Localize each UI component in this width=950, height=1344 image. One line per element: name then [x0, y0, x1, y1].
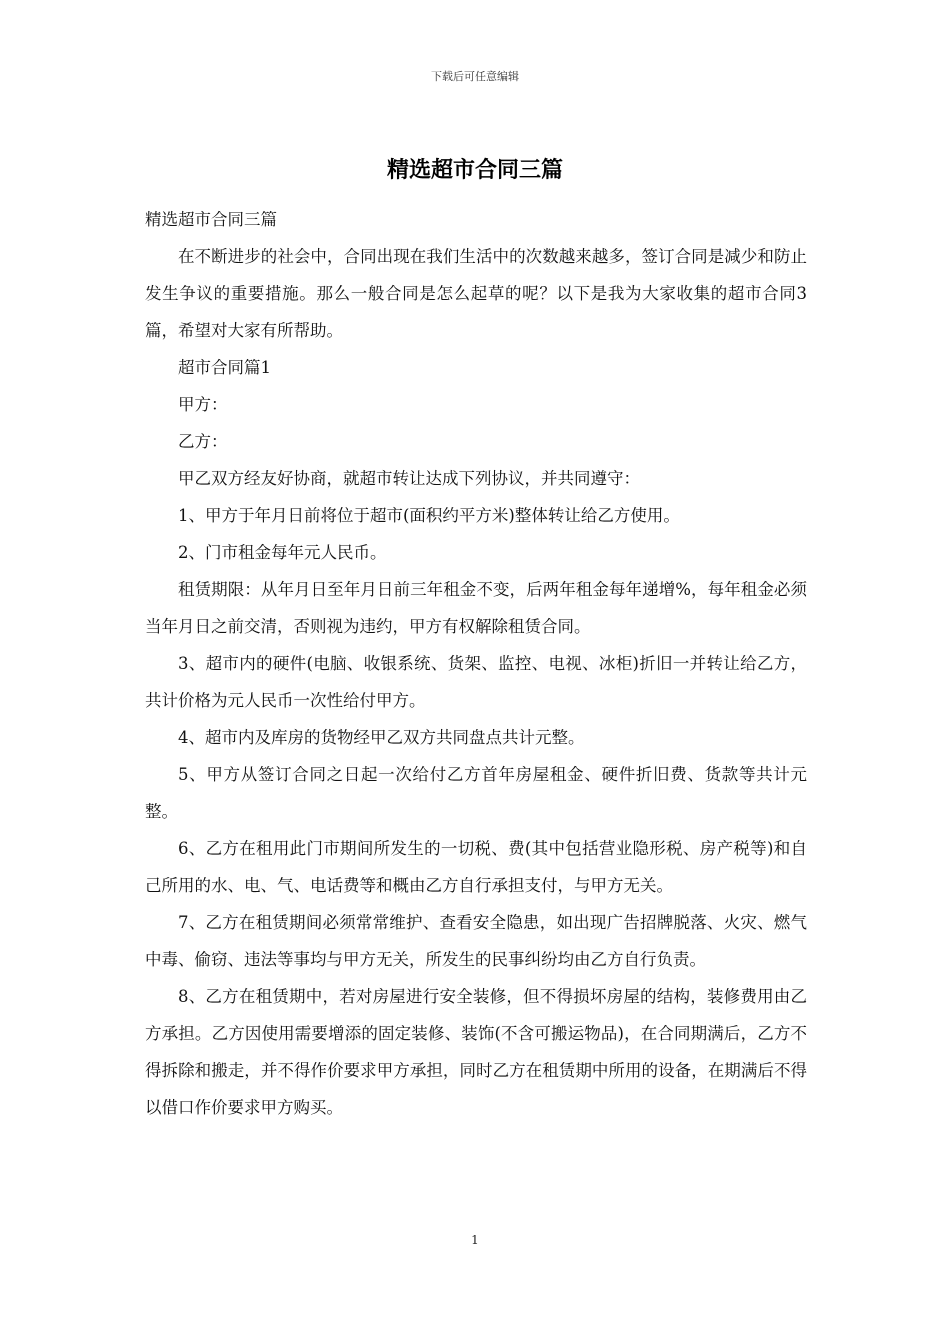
document-title: 精选超市合同三篇 — [386, 157, 563, 183]
page-number: 1 — [471, 1233, 479, 1247]
party-b-line: 乙方： — [178, 432, 228, 451]
subtitle-paragraph: 精选超市合同三篇 — [145, 210, 277, 229]
intro-paragraph: 在不断进步的社会中，合同出现在我们生活中的次数越来越多，签订合同是减少和防止发生争议的重要措施。那么一般合同是怎么起草的呢？以下是我为大家收集的超市合同3篇，希望对大家有所帮助。 — [145, 247, 807, 340]
clause-4: 4、超市内及库房的货物经甲乙双方共同盘点共计元整。 — [178, 728, 585, 747]
clause-3: 3、超市内的硬件(电脑、收银系统、货架、监控、电视、冰柜)折旧一并转让给乙方，共计价格为元人民币一次性给付甲方。 — [145, 654, 807, 710]
clause-6: 6、乙方在租用此门市期间所发生的一切税、费(其中包括营业隐形税、房产税等)和自己所用的水、电、气、电话费等和概由乙方自行承担支付，与甲方无关。 — [145, 839, 807, 895]
section-heading: 超市合同篇1 — [178, 358, 271, 377]
clause-8: 8、乙方在租赁期中，若对房屋进行安全装修，但不得损坏房屋的结构，装修费用由乙方承担。乙方因使用需要增添的固定装修、装饰(不含可搬运物品)，在合同期满后，乙方不得拆除和搬走，并不得作价要求甲方承担，同时乙方在租赁期中所用的设备，在期满后不得以借口作价要求甲方购买。 — [145, 987, 807, 1117]
clause-7: 7、乙方在租赁期间必须常常维护、查看安全隐患，如出现广告招牌脱落、火灾、燃气中毒、偷窃、违法等事均与甲方无关，所发生的民事纠纷均由乙方自行负责。 — [145, 913, 807, 969]
clause-1: 1、甲方于年月日前将位于超市(面积约平方米)整体转让给乙方使用。 — [178, 506, 680, 525]
agreement-preamble: 甲乙双方经友好协商，就超市转让达成下列协议，并共同遵守： — [178, 469, 640, 488]
lease-term-clause: 租赁期限：从年月日至年月日前三年租金不变，后两年租金每年递增%，每年租金必须当年月日之前交清，否则视为违约，甲方有权解除租赁合同。 — [145, 580, 807, 636]
clause-2: 2、门市租金每年元人民币。 — [178, 543, 387, 562]
clause-5: 5、甲方从签订合同之日起一次给付乙方首年房屋租金、硬件折旧费、货款等共计元整。 — [145, 765, 807, 821]
page-header-note: 下载后可任意编辑 — [431, 70, 519, 83]
party-a-line: 甲方： — [178, 395, 228, 414]
document-body — [145, 201, 807, 1126]
